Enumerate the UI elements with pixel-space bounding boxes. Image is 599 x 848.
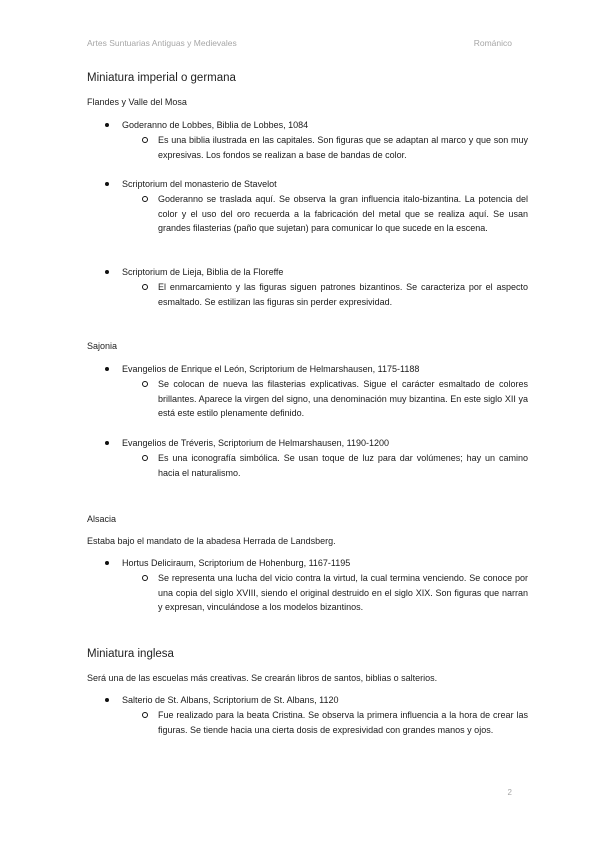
- item-title: Evangelios de Enrique el León, Scriptorium de Helmarshausen, 1175-1188: [122, 364, 420, 374]
- bullet-icon: [105, 367, 109, 371]
- subsection-title-sajonia: Sajonia: [87, 341, 118, 351]
- item-note: Se representa una lucha del vicio contra la virtud, la cual termina venciendo. Se conoce por una copia del siglo XVIII, siendo el original destruido en el siglo XIX. Son figuras que narran y expresan, vinculándose a los modelos bizantinos.: [158, 573, 528, 613]
- subsection-title-flandes: Flandes y Valle del Mosa: [87, 97, 187, 107]
- circle-bullet-icon: [142, 455, 148, 461]
- bullet-icon: [105, 441, 109, 445]
- bullet-icon: [105, 561, 109, 565]
- item-note: Goderanno se traslada aquí. Se observa la gran influencia italo-bizantina. La potencia del color y el uso del oro recuerda a la fabricación del metal que se realiza aquí. Se usan grandes filasterias (paño que sujetan) para comunicar lo que sucede en la escena.: [158, 194, 528, 234]
- page-number: 2: [507, 788, 512, 797]
- subsection-title-alsacia: Alsacia: [87, 514, 117, 524]
- running-header-left: Artes Suntuarias Antiguas y Medievales: [87, 38, 237, 48]
- circle-bullet-icon: [142, 137, 148, 143]
- circle-bullet-icon: [142, 381, 148, 387]
- bullet-icon: [105, 270, 109, 274]
- bullet-icon: [105, 123, 109, 127]
- circle-bullet-icon: [142, 575, 148, 581]
- item-note: Se colocan de nueva las filasterias explicativas. Sigue el carácter esmaltado de colores brillantes. Aparece la virgen del signo, una denominación muy bizantina. En este siglo XII ya está este estilo plenamente definido.: [158, 379, 528, 419]
- item-title: Hortus Deliciraum, Scriptorium de Hohenburg, 1167-1195: [122, 558, 351, 568]
- inglesa-intro: Será una de las escuelas más creativas. Se crearán libros de santos, biblias o salterios.: [87, 673, 438, 683]
- alsacia-intro: Estaba bajo el mandato de la abadesa Herrada de Landsberg.: [87, 536, 336, 546]
- item-title: Goderanno de Lobbes, Biblia de Lobbes, 1084: [122, 120, 309, 130]
- section-title-germana: Miniatura imperial o germana: [87, 72, 236, 84]
- item-title: Scriptorium de Lieja, Biblia de la Floreffe: [122, 267, 284, 277]
- circle-bullet-icon: [142, 196, 148, 202]
- item-title: Evangelios de Tréveris, Scriptorium de Helmarshausen, 1190-1200: [122, 438, 389, 448]
- section-title-inglesa: Miniatura inglesa: [87, 648, 174, 660]
- bullet-icon: [105, 182, 109, 186]
- circle-bullet-icon: [142, 284, 148, 290]
- item-note: Es una biblia ilustrada en las capitales. Son figuras que se adaptan al marco y que son muy expresivas. Los fondos se realizan a base de bandas de color.: [158, 135, 528, 160]
- bullet-icon: [105, 698, 109, 702]
- item-note: El enmarcamiento y las figuras siguen patrones bizantinos. Se caracteriza por el aspecto esmaltado. Se estilizan las figuras sin perder expresividad.: [158, 282, 528, 307]
- circle-bullet-icon: [142, 712, 148, 718]
- item-note: Fue realizado para la beata Cristina. Se observa la primera influencia a la hora de crear las figuras. Se tiende hacia una cierta dosis de expresividad con grandes manos y ojos.: [158, 710, 528, 735]
- item-title: Scriptorium del monasterio de Stavelot: [122, 179, 277, 189]
- item-title: Salterio de St. Albans, Scriptorium de St. Albans, 1120: [122, 695, 339, 705]
- item-note: Es una iconografía simbólica. Se usan toque de luz para dar volúmenes; hay un camino hacia el naturalismo.: [158, 453, 528, 478]
- running-header-right: Románico: [473, 38, 512, 48]
